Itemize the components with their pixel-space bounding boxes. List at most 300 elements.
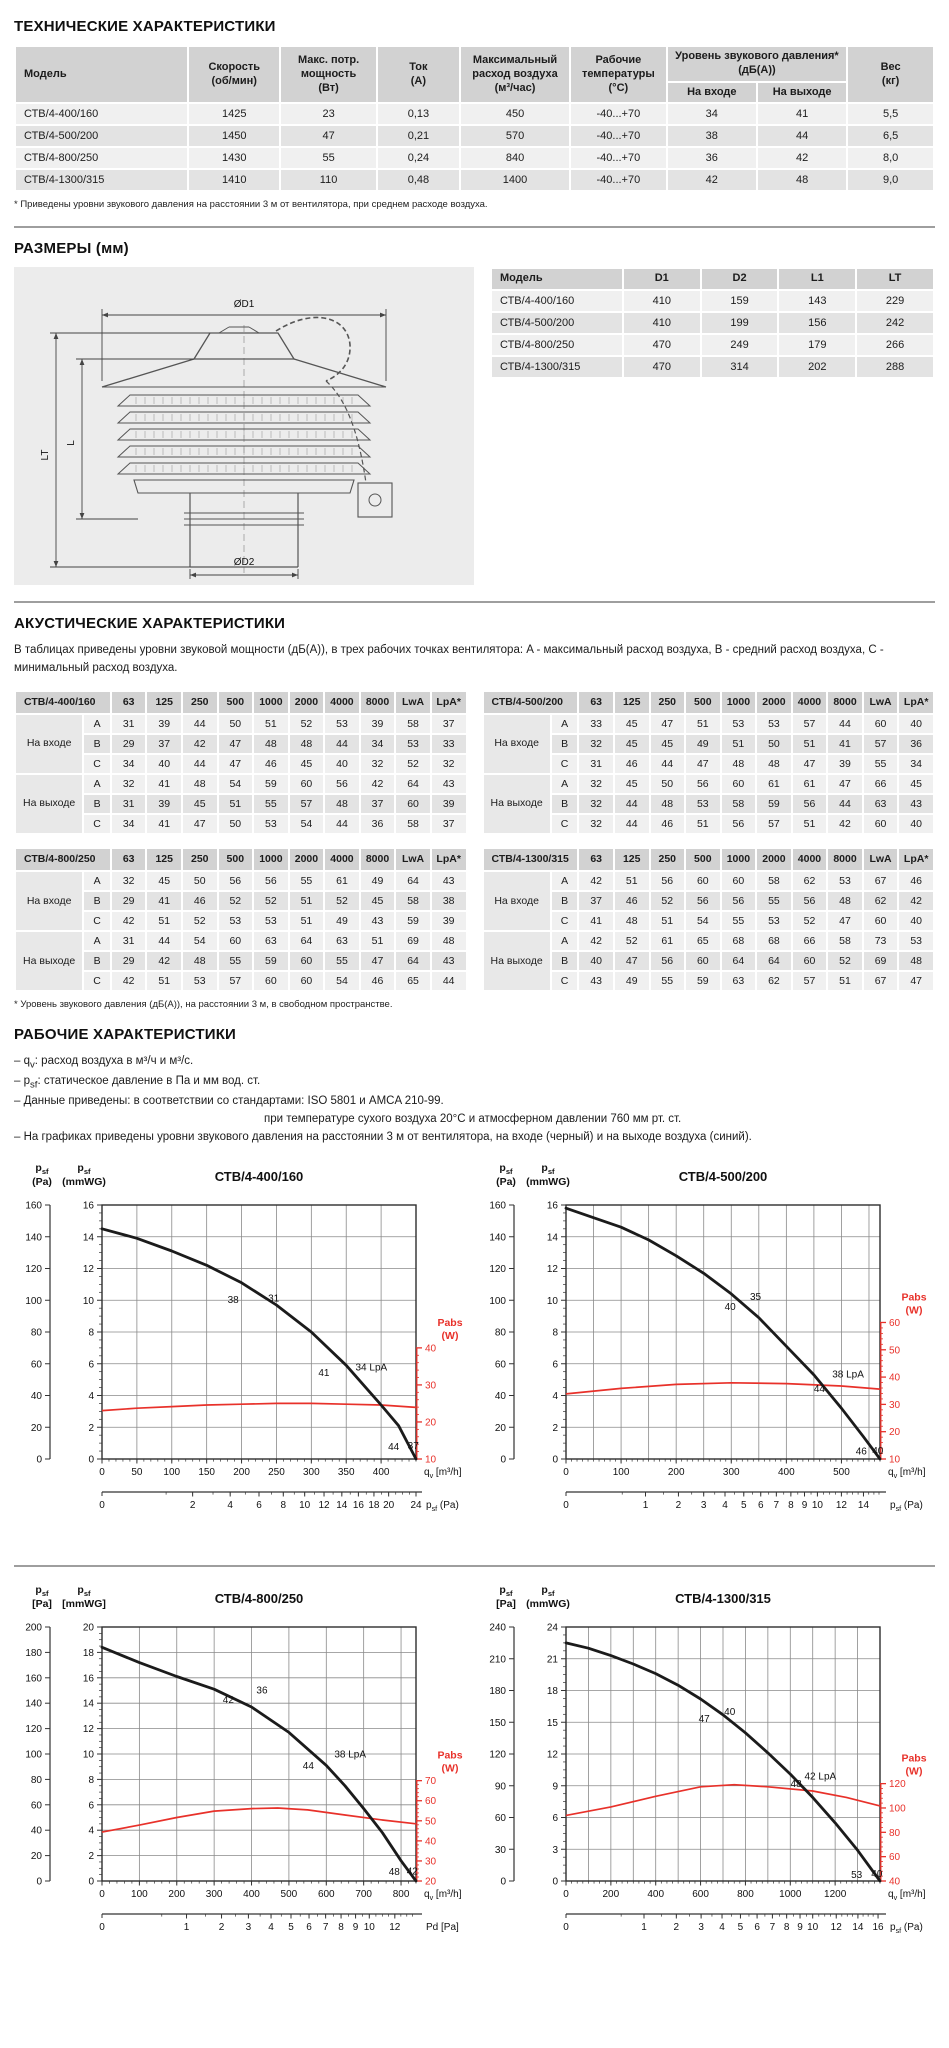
table-cell: 48 <box>254 735 288 753</box>
table-cell: 44 <box>758 126 846 146</box>
svg-text:2: 2 <box>88 1850 94 1862</box>
table-cell: 50 <box>183 872 217 890</box>
svg-text:2: 2 <box>675 1499 682 1511</box>
table-row <box>16 892 466 910</box>
svg-text:12: 12 <box>830 1921 842 1933</box>
table-cell: 55 <box>290 872 324 890</box>
table-row <box>16 815 466 833</box>
table-cell: 66 <box>793 932 827 950</box>
table-cell: 37 <box>147 735 181 753</box>
acoustic-model-header: СТВ/4-500/200 <box>484 692 578 713</box>
svg-text:16: 16 <box>82 1673 94 1685</box>
svg-text:40: 40 <box>494 1390 506 1402</box>
table-cell: 42 <box>112 972 146 990</box>
svg-text:(mmWG): (mmWG) <box>526 1597 570 1610</box>
svg-text:300: 300 <box>205 1888 223 1900</box>
table-cell: 52 <box>793 912 827 930</box>
svg-text:20: 20 <box>30 1422 42 1434</box>
svg-text:60: 60 <box>494 1812 506 1824</box>
table-cell: 36 <box>899 735 933 753</box>
band-header: LwA <box>396 849 430 870</box>
table-cell: 48 <box>325 795 359 813</box>
svg-text:2: 2 <box>218 1921 225 1933</box>
table-cell: 42 <box>758 148 846 168</box>
svg-text:40: 40 <box>889 1372 901 1384</box>
table-cell: 40 <box>899 912 933 930</box>
svg-text:6: 6 <box>754 1921 760 1933</box>
svg-text:1: 1 <box>642 1499 649 1511</box>
table-cell: 62 <box>864 892 898 910</box>
fan-technical-drawing-panel <box>14 267 474 585</box>
table-cell: 50 <box>219 715 253 733</box>
svg-text:20: 20 <box>425 1417 437 1429</box>
band-header: 125 <box>147 692 181 713</box>
svg-text:14: 14 <box>82 1698 94 1710</box>
acoustic-table <box>14 847 468 992</box>
svg-text:400: 400 <box>372 1466 390 1478</box>
point-letter-cell: C <box>552 912 578 930</box>
mmwg-axis <box>83 1622 102 1887</box>
svg-text:4: 4 <box>88 1825 94 1837</box>
band-header: LwA <box>864 692 898 713</box>
svg-text:20: 20 <box>425 1876 437 1888</box>
table-cell: 32 <box>579 815 613 833</box>
table-cell: 42 <box>147 952 181 970</box>
table-cell: 51 <box>615 872 649 890</box>
table-row <box>16 170 933 190</box>
svg-text:350: 350 <box>337 1466 355 1478</box>
table-cell: 1430 <box>189 148 279 168</box>
svg-text:0: 0 <box>500 1876 506 1888</box>
table-cell: 51 <box>147 912 181 930</box>
acoustic-model-header: СТВ/4-1300/315 <box>484 849 578 870</box>
table-cell: 110 <box>281 170 376 190</box>
table-row <box>484 815 934 833</box>
svg-text:Pabs: Pabs <box>437 1316 463 1329</box>
table-cell: 52 <box>290 715 324 733</box>
section-divider <box>14 601 935 603</box>
svg-text:psf (Pa): $p_{sf}$ (Pa) <box>426 1499 459 1513</box>
svg-text:50: 50 <box>425 1816 437 1828</box>
measurement-side-label: На выходе <box>484 775 550 833</box>
table-cell: 48 <box>758 170 846 190</box>
table-cell: 56 <box>325 775 359 793</box>
table-cell: 45 <box>615 715 649 733</box>
band-header: 125 <box>615 692 649 713</box>
band-header: 1000 <box>254 849 288 870</box>
svg-text:40: 40 <box>724 1301 736 1313</box>
svg-text:300: 300 <box>302 1466 320 1478</box>
table-cell: 60 <box>219 932 253 950</box>
svg-text:12: 12 <box>546 1263 558 1275</box>
svg-text:Pd [Pa]: Pd [Pa] <box>426 1921 459 1933</box>
band-header: 250 <box>183 849 217 870</box>
table-cell: 840 <box>461 148 569 168</box>
mmwg-axis <box>547 1622 566 1887</box>
table-row <box>484 795 934 813</box>
table-cell: 50 <box>219 815 253 833</box>
table-cell: 55 <box>281 148 376 168</box>
svg-text:60: 60 <box>30 1800 42 1812</box>
table-cell: 43 <box>361 912 395 930</box>
svg-text:psf (Pa): $p_{sf}$ (Pa) <box>890 1499 923 1513</box>
charts-row-2 <box>14 1579 935 1971</box>
svg-text:46: 46 <box>855 1446 867 1458</box>
measurement-side-label: На выходе <box>484 932 550 990</box>
svg-text:0: 0 <box>563 1466 569 1478</box>
svg-text:24: 24 <box>546 1622 558 1634</box>
table-cell: 40 <box>147 755 181 773</box>
table-cell: 34 <box>668 104 756 124</box>
point-letter-cell: A <box>84 932 110 950</box>
point-letter-cell: A <box>552 872 578 890</box>
table-cell: 36 <box>668 148 756 168</box>
svg-text:50: 50 <box>131 1466 143 1478</box>
svg-text:150: 150 <box>198 1466 216 1478</box>
table-cell: 40 <box>899 815 933 833</box>
svg-text:20: 20 <box>383 1499 395 1511</box>
svg-text:6: 6 <box>88 1359 94 1371</box>
band-header: 63 <box>112 849 146 870</box>
svg-text:400: 400 <box>778 1466 795 1478</box>
svg-text:5: 5 <box>740 1499 747 1511</box>
pa-axis <box>489 1622 514 1887</box>
svg-text:1200: 1200 <box>824 1888 847 1900</box>
table-cell: 0,48 <box>378 170 459 190</box>
note-line: – На графиках приведены уровни звукового давления на расстоянии 3 м от вентилятора, на входе (черный) и на выходе воздуха (синий). <box>14 1131 752 1144</box>
table-cell: 51 <box>290 892 324 910</box>
table-header-row <box>484 692 934 713</box>
svg-text:80: 80 <box>30 1327 42 1339</box>
table-row <box>492 291 933 311</box>
point-letter-cell: C <box>552 972 578 990</box>
svg-text:0: 0 <box>88 1876 94 1888</box>
table-header-row <box>484 849 934 870</box>
band-header: 1000 <box>722 849 756 870</box>
band-header: 63 <box>579 692 613 713</box>
acoustic-intro: В таблицах приведены уровни звуковой мощности (дБ(А)), в трех рабочих точках вентилятора: A - максимальный расход воздуха, B - средний расход воздуха, C - минимальный расход воздуха. <box>14 644 884 675</box>
table-cell: 39 <box>147 795 181 813</box>
svg-text:14: 14 <box>82 1232 94 1244</box>
column-header: D2 <box>702 269 778 289</box>
svg-text:1: 1 <box>183 1921 190 1933</box>
svg-text:qv [m³/h]: $q_v$ [m³/h] <box>424 1888 462 1902</box>
svg-text:2: 2 <box>673 1921 680 1933</box>
grid <box>566 1627 880 1881</box>
svg-text:12: 12 <box>389 1921 401 1933</box>
table-cell: 48 <box>183 952 217 970</box>
svg-text:(mmWG): (mmWG) <box>62 1175 106 1188</box>
svg-text:2: 2 <box>552 1422 558 1434</box>
svg-text:160: 160 <box>25 1673 42 1685</box>
svg-text:0: 0 <box>99 1921 105 1933</box>
pa-axis <box>25 1622 50 1887</box>
svg-text:8: 8 <box>788 1499 794 1511</box>
point-letter-cell: B <box>552 952 578 970</box>
svg-text:200: 200 <box>168 1888 186 1900</box>
table-cell: 53 <box>219 912 253 930</box>
table-cell: 51 <box>686 715 720 733</box>
table-cell: СТВ/4-500/200 <box>492 313 622 333</box>
svg-text:18: 18 <box>546 1685 558 1697</box>
svg-text:200: 200 <box>233 1466 250 1478</box>
svg-text:40: 40 <box>872 1445 884 1457</box>
band-header: 8000 <box>828 692 862 713</box>
table-cell: 55 <box>651 972 685 990</box>
point-letter-cell: A <box>84 715 110 733</box>
table-cell: 41 <box>147 775 181 793</box>
acoustic-table <box>482 847 936 992</box>
table-row <box>16 932 466 950</box>
table-cell: 56 <box>219 872 253 890</box>
pabs-axis <box>880 1752 927 1887</box>
table-cell: 59 <box>254 775 288 793</box>
table-cell: 49 <box>361 872 395 890</box>
point-letter-cell: C <box>84 972 110 990</box>
table-cell: 57 <box>864 735 898 753</box>
table-cell: 39 <box>361 715 395 733</box>
table-cell: 57 <box>793 972 827 990</box>
table-cell: 32 <box>579 795 613 813</box>
table-cell: 48 <box>290 735 324 753</box>
table-cell: 51 <box>219 795 253 813</box>
band-header: 500 <box>219 692 253 713</box>
column-header: Рабочие температуры (°С) <box>571 47 666 102</box>
table-cell: 31 <box>579 755 613 773</box>
table-cell: 57 <box>757 815 791 833</box>
table-cell: 51 <box>361 932 395 950</box>
svg-text:3: 3 <box>245 1921 252 1933</box>
section-divider <box>14 226 935 228</box>
table-cell: 47 <box>828 912 862 930</box>
performance-chart-СТВ/4-1300/315 <box>478 1579 938 1971</box>
table-cell: 53 <box>183 972 217 990</box>
table-row <box>484 735 934 753</box>
table-header-row <box>16 849 466 870</box>
svg-text:14: 14 <box>546 1232 558 1244</box>
table-cell: 43 <box>579 972 613 990</box>
svg-text:210: 210 <box>489 1654 506 1666</box>
table-cell: 47 <box>219 735 253 753</box>
table-cell: 410 <box>624 291 700 311</box>
table-cell: 60 <box>290 972 324 990</box>
svg-text:140: 140 <box>489 1232 506 1244</box>
table-cell: -40...+70 <box>571 104 666 124</box>
svg-text:34 LpA: 34 LpA <box>355 1362 388 1374</box>
svg-text:4: 4 <box>552 1390 558 1402</box>
svg-text:7: 7 <box>769 1921 776 1933</box>
table-cell: 29 <box>112 892 146 910</box>
svg-text:8: 8 <box>280 1499 287 1511</box>
point-letter-cell: A <box>552 932 578 950</box>
column-header: Макс. потр. мощность (Вт) <box>281 47 376 102</box>
svg-text:35: 35 <box>749 1291 762 1303</box>
table-cell: 53 <box>899 932 933 950</box>
table-cell: 32 <box>112 872 146 890</box>
svg-text:12: 12 <box>835 1499 847 1511</box>
point-letter-cell: B <box>552 795 578 813</box>
table-cell: 63 <box>254 932 288 950</box>
mmwg-axis <box>547 1200 566 1465</box>
table-cell: 39 <box>432 912 466 930</box>
table-cell: 51 <box>793 815 827 833</box>
svg-text:250: 250 <box>268 1466 285 1478</box>
svg-text:16: 16 <box>82 1200 94 1212</box>
svg-text:0: 0 <box>552 1454 558 1466</box>
pressure-curve <box>102 1229 416 1459</box>
table-cell: 51 <box>651 912 685 930</box>
table-cell: 29 <box>112 735 146 753</box>
svg-text:10: 10 <box>425 1454 437 1466</box>
table-cell: 470 <box>624 335 700 355</box>
pd-axis <box>99 1914 459 1933</box>
point-letter-cell: A <box>84 775 110 793</box>
table-cell: 64 <box>757 952 791 970</box>
chart-title: СТВ/4-1300/315 <box>675 1590 771 1606</box>
table-cell: 39 <box>432 795 466 813</box>
svg-text:20: 20 <box>30 1850 42 1862</box>
svg-text:(Pa): (Pa) <box>496 1175 516 1188</box>
table-row <box>492 335 933 355</box>
acoustic-table <box>482 690 936 835</box>
table-cell: 47 <box>281 126 376 146</box>
acoustic-table <box>14 690 468 835</box>
table-row <box>484 715 934 733</box>
band-header: 2000 <box>290 692 324 713</box>
noise-level-labels <box>699 1707 883 1881</box>
table-cell: 47 <box>615 952 649 970</box>
svg-text:42 LpA: 42 LpA <box>804 1771 837 1783</box>
table-cell: 59 <box>757 795 791 813</box>
table-cell: 60 <box>722 872 756 890</box>
table-row <box>492 313 933 333</box>
table-cell: 60 <box>793 952 827 970</box>
measurement-side-label: На выходе <box>16 932 82 990</box>
svg-text:30: 30 <box>425 1380 437 1392</box>
svg-text:600: 600 <box>692 1888 709 1900</box>
svg-text:24: 24 <box>410 1499 422 1511</box>
column-header-sound-group: Уровень звукового давления* (дБ(А)) <box>668 47 847 81</box>
svg-text:qv [m³/h]: $q_v$ [m³/h] <box>888 1888 926 1902</box>
svg-text:800: 800 <box>392 1888 410 1900</box>
tech-section-title: ТЕХНИЧЕСКИЕ ХАРАКТЕРИСТИКИ <box>14 18 276 35</box>
table-cell: СТВ/4-1300/315 <box>492 357 622 377</box>
table-cell: 47 <box>219 755 253 773</box>
column-header: Скорость (об/мин) <box>189 47 279 102</box>
point-letter-cell: B <box>84 735 110 753</box>
table-cell: 314 <box>702 357 778 377</box>
dim-label-l: L <box>66 440 77 447</box>
svg-text:600: 600 <box>317 1888 335 1900</box>
svg-text:8: 8 <box>88 1327 94 1339</box>
table-cell: 53 <box>254 815 288 833</box>
table-header-row <box>16 692 466 713</box>
table-cell: 47 <box>793 755 827 773</box>
table-cell: 68 <box>722 932 756 950</box>
svg-text:1: 1 <box>641 1921 647 1933</box>
table-cell: 32 <box>361 755 395 773</box>
measurement-side-label: На входе <box>484 872 550 930</box>
point-letter-cell: B <box>84 952 110 970</box>
table-cell: 199 <box>702 313 778 333</box>
operating-notes <box>14 1053 935 1147</box>
svg-text:1000: 1000 <box>779 1888 802 1900</box>
table-cell: СТВ/4-400/160 <box>492 291 622 311</box>
table-cell: 60 <box>722 775 756 793</box>
table-row <box>484 872 934 890</box>
table-cell: 55 <box>325 952 359 970</box>
performance-chart-svg <box>478 1157 938 1549</box>
svg-text:100: 100 <box>25 1749 42 1761</box>
dimension-lines <box>40 299 386 579</box>
svg-text:140: 140 <box>25 1232 42 1244</box>
svg-text:4: 4 <box>268 1921 274 1933</box>
table-cell: 5,5 <box>848 104 933 124</box>
performance-chart-svg <box>14 1157 474 1549</box>
table-row <box>484 892 934 910</box>
column-header: Ток (А) <box>378 47 459 102</box>
svg-text:150: 150 <box>489 1717 506 1729</box>
table-cell: 73 <box>864 932 898 950</box>
table-cell: -40...+70 <box>571 126 666 146</box>
table-cell: 42 <box>112 912 146 930</box>
table-cell: 53 <box>757 715 791 733</box>
svg-text:60: 60 <box>889 1317 901 1329</box>
svg-text:180: 180 <box>489 1685 506 1697</box>
table-cell: 42 <box>361 775 395 793</box>
table-cell: 288 <box>857 357 933 377</box>
svg-text:7: 7 <box>773 1499 780 1511</box>
svg-text:6: 6 <box>306 1921 312 1933</box>
table-cell: 54 <box>183 932 217 950</box>
table-cell: 55 <box>864 755 898 773</box>
table-cell: 40 <box>325 755 359 773</box>
pa-axis <box>489 1200 514 1465</box>
table-cell: 46 <box>899 872 933 890</box>
svg-text:15: 15 <box>546 1717 558 1729</box>
table-cell: 41 <box>147 892 181 910</box>
table-cell: 450 <box>461 104 569 124</box>
svg-text:80: 80 <box>30 1774 42 1786</box>
table-cell: 570 <box>461 126 569 146</box>
svg-text:10: 10 <box>299 1499 311 1511</box>
band-header: LpA* <box>432 692 466 713</box>
table-cell: 40 <box>899 715 933 733</box>
table-cell: 32 <box>579 775 613 793</box>
column-header: Максимальный расход воздуха (м³/час) <box>461 47 569 102</box>
svg-text:44: 44 <box>813 1383 825 1395</box>
svg-text:7: 7 <box>322 1921 329 1933</box>
svg-text:38 LpA: 38 LpA <box>334 1749 367 1761</box>
note-line: – $q_v$: расход воздуха в м³/ч и м³/с. <box>14 1055 194 1071</box>
table-row <box>16 126 933 146</box>
band-header: 500 <box>219 849 253 870</box>
point-letter-cell: B <box>552 892 578 910</box>
table-cell: 44 <box>651 755 685 773</box>
table-cell: 46 <box>183 892 217 910</box>
table-cell: 8,0 <box>848 148 933 168</box>
point-letter-cell: C <box>552 755 578 773</box>
svg-text:14: 14 <box>336 1499 348 1511</box>
table-cell: 44 <box>147 932 181 950</box>
table-cell: 48 <box>432 932 466 950</box>
svg-text:140: 140 <box>25 1698 42 1710</box>
svg-text:4: 4 <box>227 1499 233 1511</box>
table-cell: 41 <box>828 735 862 753</box>
table-cell: 46 <box>615 892 649 910</box>
table-cell: 64 <box>396 872 430 890</box>
table-cell: 38 <box>432 892 466 910</box>
